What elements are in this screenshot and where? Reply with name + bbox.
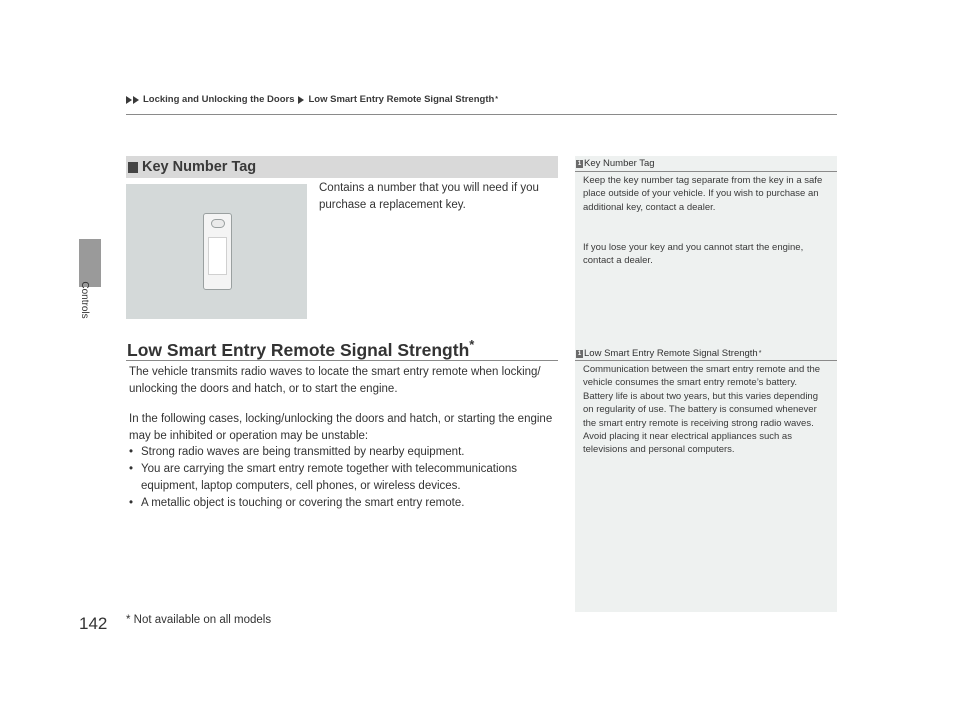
key-tag-label-area	[208, 237, 227, 275]
list-item: • A metallic object is touching or covering the smart entry remote.	[129, 495, 569, 512]
chapter-tab	[79, 239, 101, 287]
paragraph-conditions: In the following cases, locking/unlocking the doors and hatch, or starting the engine may be inhibited or operation may be unstable:	[129, 413, 553, 442]
page-heading	[127, 337, 474, 361]
note-marker-icon: 1	[577, 350, 582, 357]
triangle-arrow-icon	[126, 96, 132, 104]
note-header-low-signal	[576, 348, 761, 359]
breadcrumb	[126, 94, 498, 105]
section-header-key-number-tag	[126, 156, 558, 178]
paragraph-radio-waves: The vehicle transmits radio waves to locate the smart entry remote when locking/ unlocking the doors and hatch, or to start the engine.	[129, 366, 541, 395]
note-text: Communication between the smart entry remote and the vehicle consumes the smart entry remote’s battery. Battery life is about two years, but this varies depending on regularity of use. The battery is consumed whenever the smart entry remote is receiving strong radio waves. Avoid placing it near electrical appliances such as televisions and personal computers.	[583, 364, 821, 456]
note-text: Keep the key number tag separate from the key in a safe place outside of your vehicle. If you wish to purchase an additional key, contact a dealer.	[583, 175, 823, 213]
breadcrumb-item-locking[interactable]: Locking and Unlocking the Doors	[143, 94, 295, 105]
heading-text: Low Smart Entry Remote Signal Strength	[127, 339, 470, 360]
header-divider	[126, 114, 837, 115]
breadcrumb-item-low-signal[interactable]: Low Smart Entry Remote Signal Strength	[308, 94, 495, 105]
key-tag-hole	[211, 219, 225, 228]
page-number: 142	[79, 614, 108, 633]
condition-list	[129, 444, 569, 512]
triangle-arrow-icon	[298, 96, 304, 104]
footnote: * Not available on all models	[126, 614, 272, 626]
note-title: Key Number Tag	[584, 158, 655, 169]
note-text: If you lose your key and you cannot start the engine, contact a dealer.	[583, 242, 804, 267]
chapter-label: Controls	[79, 281, 90, 319]
heading-divider	[126, 360, 558, 361]
section-title: Key Number Tag	[142, 159, 257, 175]
list-item: • Strong radio waves are being transmitted by nearby equipment.	[129, 444, 569, 461]
note-marker-icon: 1	[577, 160, 582, 167]
availability-asterisk: *	[469, 337, 475, 352]
list-item: • You are carrying the smart entry remote together with telecommunications equipment, laptop computers, cell phones, or wireless devices.	[129, 461, 569, 495]
availability-asterisk: *	[758, 350, 762, 357]
key-number-tag-illustration	[126, 184, 307, 319]
availability-asterisk: *	[495, 96, 499, 103]
note-divider	[575, 171, 837, 172]
key-number-tag-description: Contains a number that you will need if you purchase a replacement key.	[319, 182, 539, 211]
note-title: Low Smart Entry Remote Signal Strength	[584, 348, 758, 359]
section-square-icon	[128, 162, 138, 173]
triangle-arrow-icon	[133, 96, 139, 104]
key-tag-icon	[203, 213, 232, 290]
note-divider	[575, 360, 837, 361]
note-header-key-number-tag	[576, 158, 655, 169]
